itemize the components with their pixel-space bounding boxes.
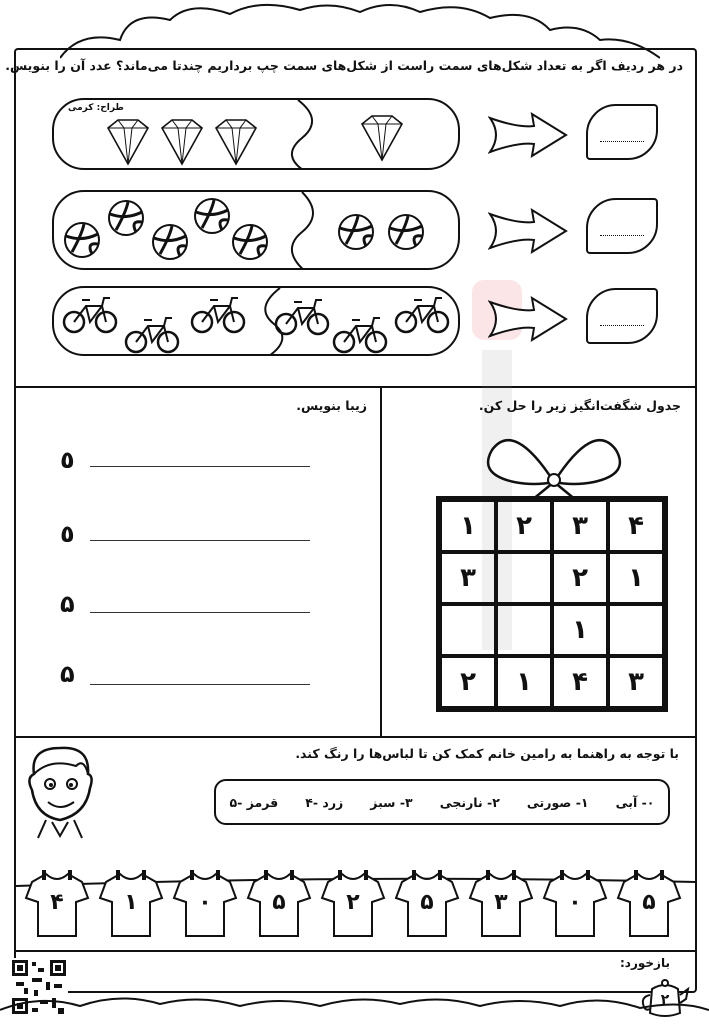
legend-item: ٢- نارنجی bbox=[439, 794, 500, 810]
sudoku-cell[interactable]: ۲ bbox=[496, 500, 552, 552]
legend-item: ٠- آبی bbox=[615, 794, 655, 810]
writing-model-char: ۵ bbox=[60, 590, 75, 618]
sudoku-cell[interactable]: ۱ bbox=[496, 656, 552, 708]
answer-dots bbox=[600, 141, 644, 142]
shirt-number: ٠ bbox=[198, 890, 212, 915]
answer-box-1[interactable] bbox=[586, 104, 658, 160]
shirt-number: ١ bbox=[124, 890, 138, 915]
sudoku-cell[interactable]: ۱ bbox=[440, 500, 496, 552]
shirt-item[interactable] bbox=[320, 870, 386, 940]
divider bbox=[380, 386, 382, 736]
shirt-number: ۵ bbox=[272, 890, 286, 915]
sudoku-cell[interactable]: ۴ bbox=[608, 500, 664, 552]
divider bbox=[14, 950, 697, 952]
bicycle-icon bbox=[276, 300, 328, 334]
legend-item: ۴- زرد bbox=[305, 794, 344, 810]
color-legend bbox=[214, 779, 670, 825]
volleyball-icon bbox=[153, 225, 187, 259]
section2-title: زیبا بنویس. bbox=[296, 398, 367, 413]
legend-item: ١- صورتی bbox=[526, 794, 589, 810]
volleyball-icon bbox=[65, 223, 99, 257]
answer-box-2[interactable] bbox=[586, 198, 658, 254]
writing-line[interactable] bbox=[90, 540, 310, 541]
sudoku-cell[interactable]: ۱ bbox=[608, 552, 664, 604]
sudoku-cell[interactable] bbox=[496, 604, 552, 656]
diamond-icon-group-left bbox=[104, 118, 264, 166]
revision-label: بازخورد: bbox=[620, 956, 670, 970]
volleyball-icon bbox=[109, 201, 143, 235]
bicycle-icon bbox=[126, 318, 178, 352]
divider bbox=[14, 386, 697, 388]
diamond-icon bbox=[162, 120, 202, 164]
shirt-item[interactable] bbox=[172, 870, 238, 940]
shirt-item[interactable] bbox=[542, 870, 608, 940]
bicycle-icon bbox=[64, 298, 116, 332]
sudoku-cell[interactable]: ۴ bbox=[552, 656, 608, 708]
shirt-item[interactable] bbox=[394, 870, 460, 940]
sudoku-cell[interactable]: ۳ bbox=[552, 500, 608, 552]
shirt-number: ۵ bbox=[642, 890, 656, 915]
bicycle-icon bbox=[396, 298, 448, 332]
sudoku-cell[interactable] bbox=[608, 604, 664, 656]
shirt-item[interactable] bbox=[98, 870, 164, 940]
answer-box-3[interactable] bbox=[586, 288, 658, 344]
shirt-item[interactable] bbox=[24, 870, 90, 940]
arrow-right-icon bbox=[488, 110, 568, 160]
volleyball-icon bbox=[195, 199, 229, 233]
gift-bow-icon bbox=[474, 430, 634, 500]
section1-instruction: در هر ردیف اگر به تعداد شکل‌های سمت راست از شکل‌های سمت چپ برداریم چندتا می‌ماند؟ عدد آن را بنویس. bbox=[5, 58, 683, 73]
shirt-number: ۵ bbox=[420, 890, 434, 915]
shirt-number: ۲ bbox=[346, 890, 360, 915]
shirt-item[interactable] bbox=[616, 870, 682, 940]
volleyball-icon bbox=[233, 225, 267, 259]
sudoku-cell[interactable]: ۳ bbox=[440, 552, 496, 604]
diamond-icon bbox=[108, 120, 148, 164]
answer-dots bbox=[600, 235, 644, 236]
shirt-number: ۳ bbox=[494, 890, 508, 915]
shirt-item[interactable] bbox=[468, 870, 534, 940]
volleyball-icon-group-right bbox=[336, 212, 436, 252]
arrow-right-icon bbox=[488, 294, 568, 344]
arrow-right-icon bbox=[488, 206, 568, 256]
page-number: ۲ bbox=[660, 992, 670, 1008]
shirt-number: ۴ bbox=[50, 890, 64, 915]
sudoku-cell[interactable]: ۲ bbox=[440, 656, 496, 708]
section4-title: با توجه به راهنما به رامین خانم کمک کن تا لباس‌ها را رنگ کند. bbox=[295, 746, 679, 761]
designer-credit: طراح: کرمی bbox=[68, 103, 124, 113]
writing-model-char: ٥ bbox=[60, 520, 75, 548]
shirt-number: ٠ bbox=[568, 890, 582, 915]
bicycle-icon bbox=[192, 298, 244, 332]
sudoku-grid bbox=[436, 496, 668, 712]
volleyball-icon bbox=[389, 215, 423, 249]
diamond-icon bbox=[216, 120, 256, 164]
bicycle-icon bbox=[334, 318, 386, 352]
sudoku-cell[interactable]: ۳ bbox=[608, 656, 664, 708]
volleyball-icon bbox=[339, 215, 373, 249]
writing-line[interactable] bbox=[90, 612, 310, 613]
volleyball-icon-group-left bbox=[60, 196, 270, 266]
divider bbox=[14, 736, 697, 738]
section3-title: جدول شگفت‌انگیز زیر را حل کن. bbox=[478, 398, 681, 413]
diamond-icon bbox=[358, 114, 406, 162]
cloud-decoration-bottom bbox=[0, 990, 709, 1024]
writing-line[interactable] bbox=[90, 466, 310, 467]
sudoku-cell[interactable]: ۲ bbox=[552, 552, 608, 604]
bicycle-icon-group bbox=[60, 290, 450, 354]
writing-model-char: ۵ bbox=[60, 660, 75, 688]
sudoku-cell[interactable] bbox=[496, 552, 552, 604]
sudoku-cell[interactable] bbox=[440, 604, 496, 656]
writing-model-char: ٥ bbox=[60, 446, 75, 474]
answer-dots bbox=[600, 325, 644, 326]
legend-item: ۵- قرمز bbox=[229, 794, 279, 810]
writing-line[interactable] bbox=[90, 684, 310, 685]
boy-face-icon bbox=[20, 744, 100, 840]
legend-item: ٣- سبز bbox=[370, 794, 413, 810]
sudoku-cell[interactable]: ۱ bbox=[552, 604, 608, 656]
shirt-item[interactable] bbox=[246, 870, 312, 940]
